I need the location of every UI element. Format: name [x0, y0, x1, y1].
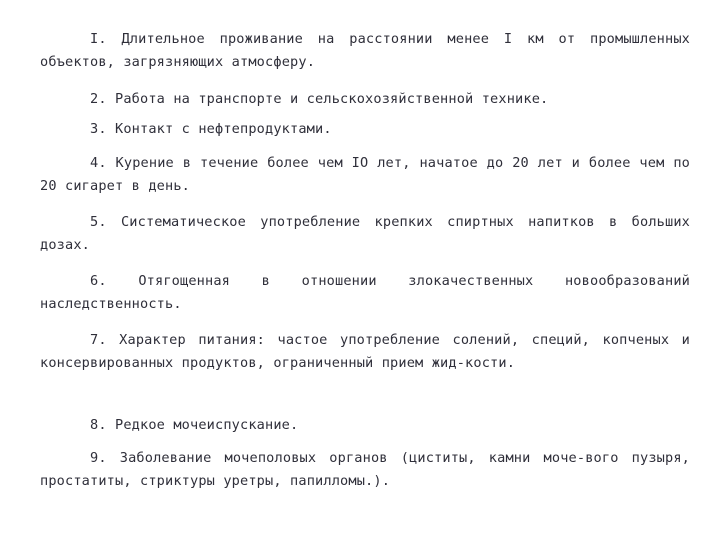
risk-factor-1: I. Длительное проживание на расстоянии менее I км от промышленных объектов, загрязняющих атмосферу. — [40, 31, 690, 70]
risk-factor-7: 7. Характер питания: частое употребление солений, специй, копченых и консервированных продуктов, ограниченный прием жид-кости. — [40, 332, 690, 371]
risk-factor-6: 6. Отягощенная в отношении злокачественных новообразований наследственность. — [40, 273, 690, 312]
risk-factor-9: 9. Заболевание мочеполовых органов (циститы, камни моче-вого пузыря, простатиты, стриктуры уретры, папилломы.). — [40, 450, 690, 489]
risk-factor-3: 3. Контакт с нефтепродуктами. — [90, 121, 332, 137]
risk-factor-4: 4. Курение в течение более чем IO лет, начатое до 20 лет и более чем по 20 сигарет в день. — [40, 155, 690, 194]
risk-factor-8: 8. Редкое мочеиспускание. — [90, 417, 299, 433]
risk-factor-2: 2. Работа на транспорте и сельскохозяйственной технике. — [90, 91, 549, 107]
risk-factor-5: 5. Систематическое употребление крепких спиртных напитков в больших дозах. — [40, 214, 690, 253]
